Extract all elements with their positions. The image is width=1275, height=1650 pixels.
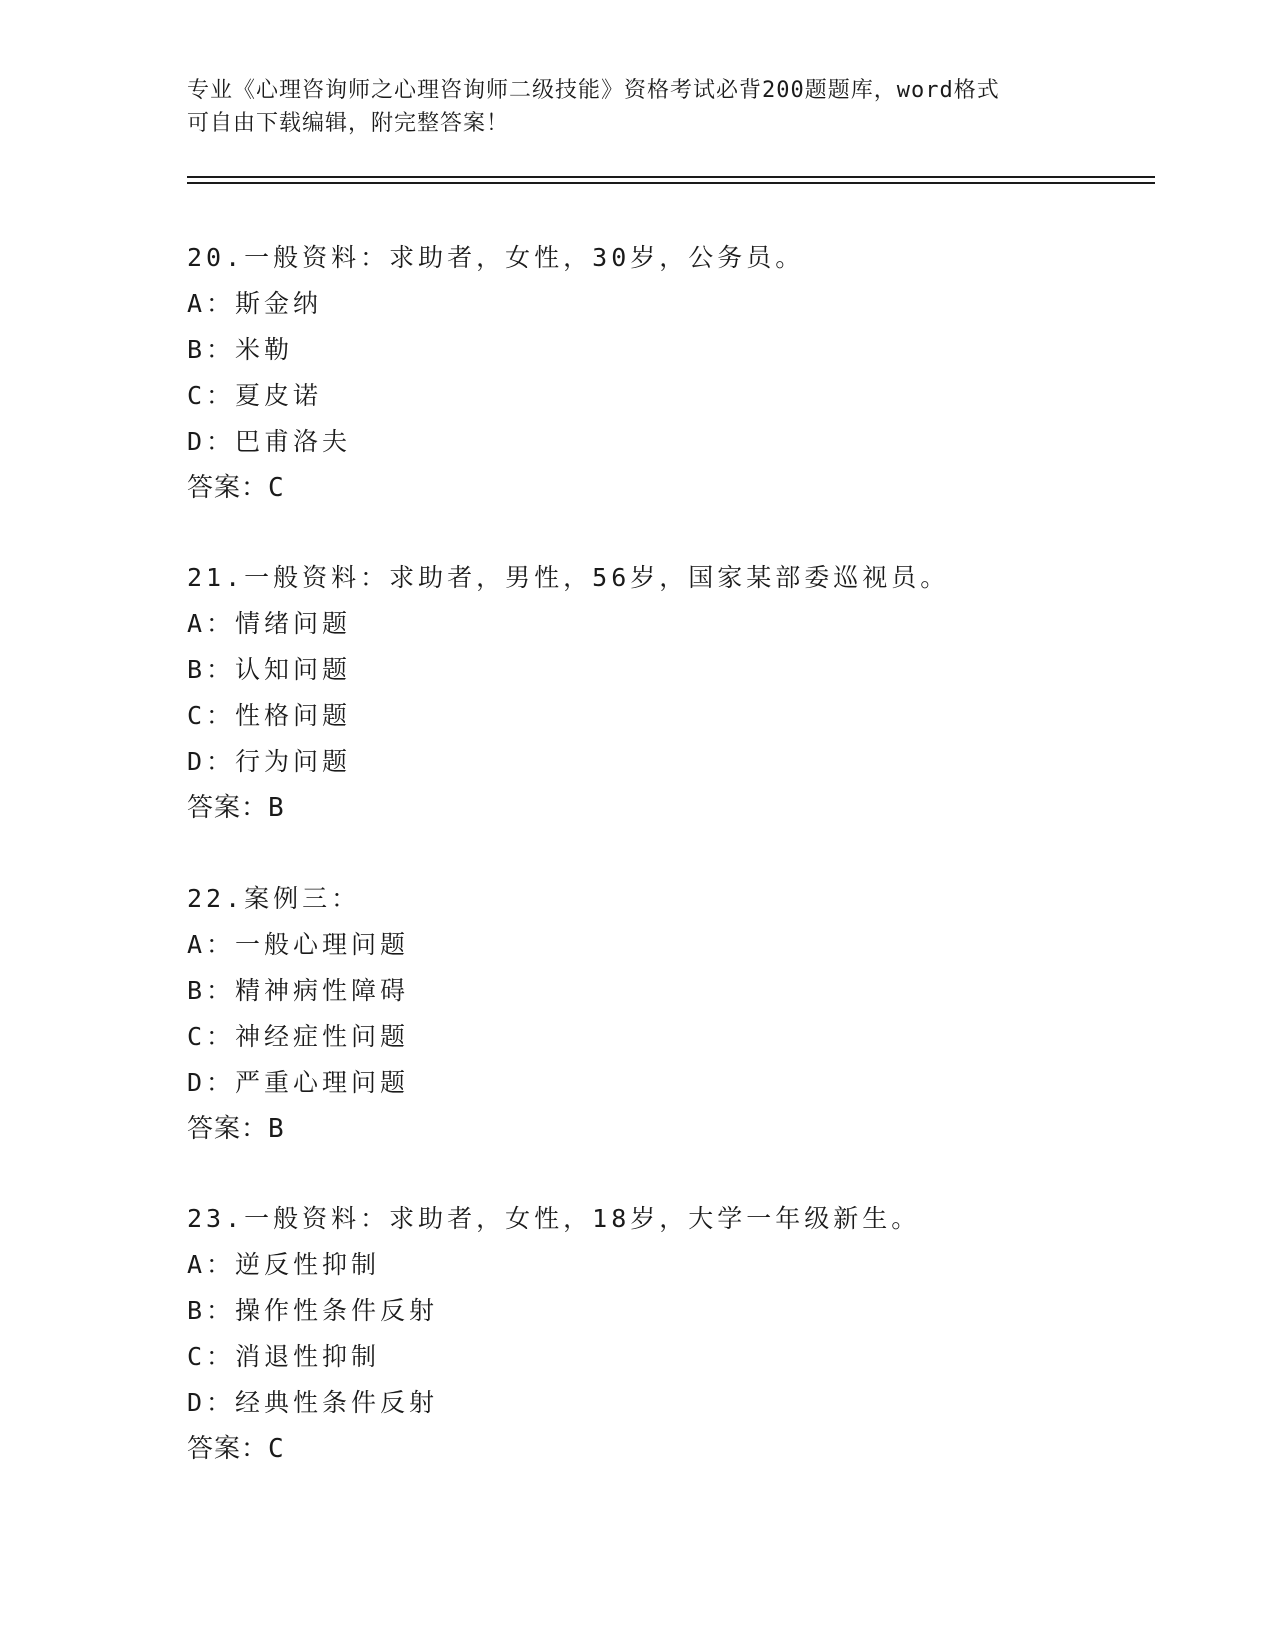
question-block	[187, 876, 1147, 1152]
option-c: C：消退性抑制	[187, 1342, 381, 1371]
question-stem: 23.一般资料：求助者，女性，18岁，大学一年级新生。	[187, 1204, 921, 1233]
answer-line: 答案：B	[187, 1114, 285, 1144]
option-b: B：米勒	[187, 335, 294, 364]
header-divider-bottom	[187, 182, 1155, 184]
question-stem: 20.一般资料：求助者，女性，30岁，公务员。	[187, 243, 805, 272]
answer-line: 答案：C	[187, 1434, 285, 1464]
header-line-1: 专业《心理咨询师之心理咨询师二级技能》资格考试必背200题题库，word格式	[187, 78, 1000, 103]
question-block	[187, 555, 1147, 831]
option-a: A：逆反性抑制	[187, 1250, 381, 1279]
option-a: A：情绪问题	[187, 609, 352, 638]
header-divider-top	[187, 176, 1155, 178]
option-c: C：性格问题	[187, 701, 352, 730]
option-d: D：严重心理问题	[187, 1068, 410, 1097]
header-line-2: 可自由下载编辑，附完整答案！	[187, 111, 510, 136]
option-c: C：夏皮诺	[187, 381, 323, 410]
option-c: C：神经症性问题	[187, 1022, 410, 1051]
question-block	[187, 235, 1147, 511]
answer-line: 答案：C	[187, 473, 285, 503]
option-d: D：巴甫洛夫	[187, 427, 352, 456]
option-b: B：精神病性障碍	[187, 976, 410, 1005]
option-a: A：斯金纳	[187, 289, 323, 318]
question-block	[187, 1196, 1147, 1472]
option-d: D：经典性条件反射	[187, 1388, 439, 1417]
option-b: B：认知问题	[187, 655, 352, 684]
answer-line: 答案：B	[187, 793, 285, 823]
option-a: A：一般心理问题	[187, 930, 410, 959]
question-stem: 21.一般资料：求助者，男性，56岁，国家某部委巡视员。	[187, 563, 950, 592]
question-stem: 22.案例三：	[187, 884, 361, 913]
option-d: D：行为问题	[187, 747, 352, 776]
document-header	[187, 74, 1087, 140]
option-b: B：操作性条件反射	[187, 1296, 439, 1325]
